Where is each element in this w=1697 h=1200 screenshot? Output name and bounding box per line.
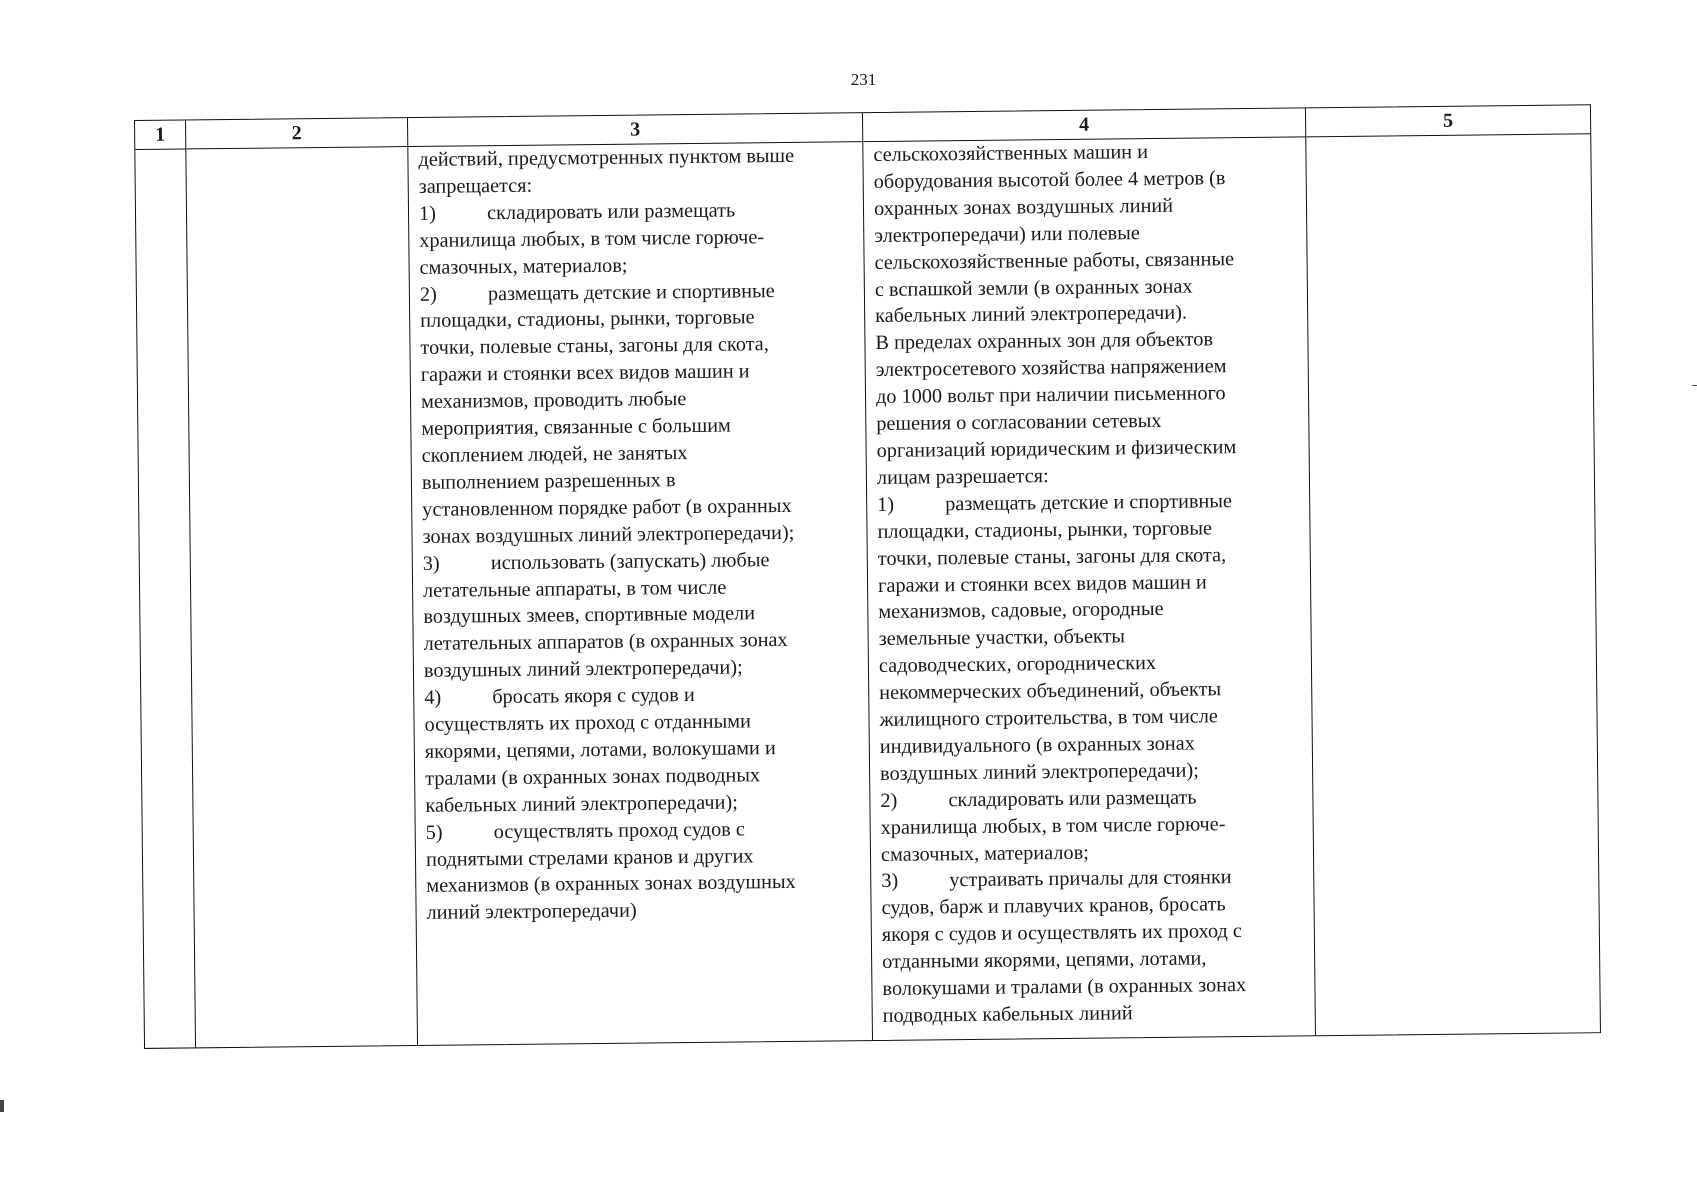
line-text: решения о согласовании сетевых (876, 409, 1162, 436)
line-text: кабельных линий электропередачи); (425, 791, 738, 817)
line-text: зонах воздушных линий электропередачи); (422, 521, 795, 548)
line-text: воздушных линий электропередачи); (879, 759, 1199, 785)
line-text: гаражи и стоянки всех видов машин и (877, 570, 1207, 597)
line-text: точки, полевые станы, загоны для скота, (877, 543, 1227, 570)
column-4-body (863, 137, 1315, 1030)
scan-edge-mark-right (1692, 385, 1697, 386)
list-item-number: 1) (418, 202, 437, 225)
line-text: смазочных, материалов; (419, 254, 628, 279)
line-text: размещать детские и спортивные (945, 489, 1233, 516)
line-text: земельные участки, объекты (878, 625, 1126, 651)
table-column-5 (1306, 105, 1600, 1035)
line-text: механизмов, садовые, огородные (878, 598, 1164, 624)
line-text: бросать якоря с судов и (492, 684, 695, 709)
list-item-number: 5) (425, 821, 443, 844)
list-item-number: 3) (881, 870, 899, 893)
line-text: электропередачи) или полевые (874, 221, 1140, 247)
line-text: площадки, стадионы, рынки, торговые (420, 306, 755, 333)
text-line (422, 519, 858, 551)
line-text: кабельных линий электропередачи). (875, 302, 1188, 328)
list-item-number: 2) (880, 789, 898, 812)
line-text: хранилища любых, в том числе горюче- (419, 225, 765, 252)
line-text: до 1000 вольт при наличии письменного (875, 382, 1226, 409)
line-text: индивидуального (в охранных зонах (879, 732, 1195, 758)
list-item-number: 2) (419, 283, 437, 306)
line-text: подводных кабельных линий (882, 1002, 1133, 1027)
line-text: летательные аппараты, в том числе (422, 576, 727, 602)
list-item-number: 1) (877, 493, 895, 516)
list-item-number: 3) (422, 552, 440, 575)
text-line (426, 896, 862, 928)
line-text: судов, барж и плавучих кранов, бросать (881, 893, 1226, 920)
line-text: якоря с судов и осуществлять их проход с (881, 920, 1242, 947)
column-header-2: 2 (186, 118, 407, 149)
line-text: садоводческих, огороднических (878, 652, 1157, 678)
line-text: механизмов, проводить любые (420, 388, 687, 414)
line-text: отданными якорями, цепями, лотами, (882, 947, 1207, 974)
page-number: 231 (850, 70, 877, 89)
line-text: осуществлять их проход с отданными (424, 710, 752, 736)
column-header-1: 1 (135, 120, 185, 150)
column-3-body (408, 142, 870, 927)
line-text: мероприятия, связанные с большим (421, 414, 731, 440)
line-text: установленном порядке работ (в охранных (422, 494, 792, 521)
line-text: тралами (в охранных зонах подводных (425, 764, 761, 790)
line-text: некоммерческих объединений, объекты (879, 678, 1222, 705)
line-text: летательных аппаратов (в охранных зонах (423, 629, 788, 656)
line-text: площадки, стадионы, рынки, торговые (877, 517, 1213, 543)
line-text: охранных зонах воздушных линий (873, 194, 1174, 220)
line-text: сельскохозяйственные работы, связанные (874, 247, 1235, 274)
line-text: механизмов (в охранных зонах воздушных (426, 871, 796, 898)
line-text: линий электропередачи) (426, 899, 637, 925)
table-column-4 (863, 108, 1316, 1040)
column-header-5: 5 (1306, 105, 1590, 137)
line-text: запрещается: (418, 174, 533, 198)
line-text: организаций юридическим и физическим (876, 436, 1237, 462)
line-text: воздушных линий электропередачи); (423, 656, 743, 683)
document-table (134, 104, 1601, 1049)
list-item-number: 4) (424, 686, 442, 710)
line-text: скоплением людей, не занятых (421, 441, 688, 467)
line-text: якорями, цепями, лотами, волокушами и (424, 737, 776, 763)
line-text: складировать или размещать (486, 199, 736, 224)
line-text: поднятыми стрелами кранов и других (425, 844, 754, 871)
line-text: использовать (запускать) любые (490, 548, 770, 574)
column-header-4: 4 (863, 108, 1305, 142)
line-text: точки, полевые станы, загоны для скота, (420, 333, 769, 360)
table-column-2 (186, 118, 418, 1047)
line-text: воздушных змеев, спортивные модели (423, 602, 756, 629)
text-line (418, 142, 854, 174)
line-text: гаражи и стоянки всех видов машин и (420, 360, 750, 387)
table-column-3 (408, 113, 873, 1045)
line-text: оборудования высотой более 4 метров (в (873, 167, 1226, 193)
line-text: электросетевого хозяйства напряжением (875, 355, 1227, 382)
line-text: выполнением разрешенных в (421, 469, 676, 494)
line-text: лицам разрешается: (876, 464, 1049, 489)
scan-edge-mark (0, 1100, 4, 1112)
line-text: складировать или размещать (948, 786, 1197, 811)
line-text: В пределах охранных зон для объектов (875, 328, 1214, 355)
text-line (883, 998, 1307, 1029)
line-text: волокушами и тралами (в охранных зонах (882, 974, 1247, 1001)
text-line (882, 971, 1306, 1002)
line-text: размещать детские и спортивные (487, 279, 775, 305)
column-header-3: 3 (408, 113, 862, 147)
line-text: действий, предусмотренных пунктом выше (418, 144, 795, 171)
line-text: сельскохозяйственных машин и (873, 141, 1149, 167)
line-text: с вспашкой земли (в охранных зонах (874, 275, 1193, 301)
line-text: осуществлять проход судов с (493, 818, 745, 843)
line-text: смазочных, материалов; (880, 841, 1089, 866)
line-text: устраивать причалы для стоянки (949, 866, 1232, 892)
line-text: жилищного строительства, в том числе (879, 705, 1218, 731)
line-text: хранилища любых, в том числе горюче- (880, 812, 1226, 839)
